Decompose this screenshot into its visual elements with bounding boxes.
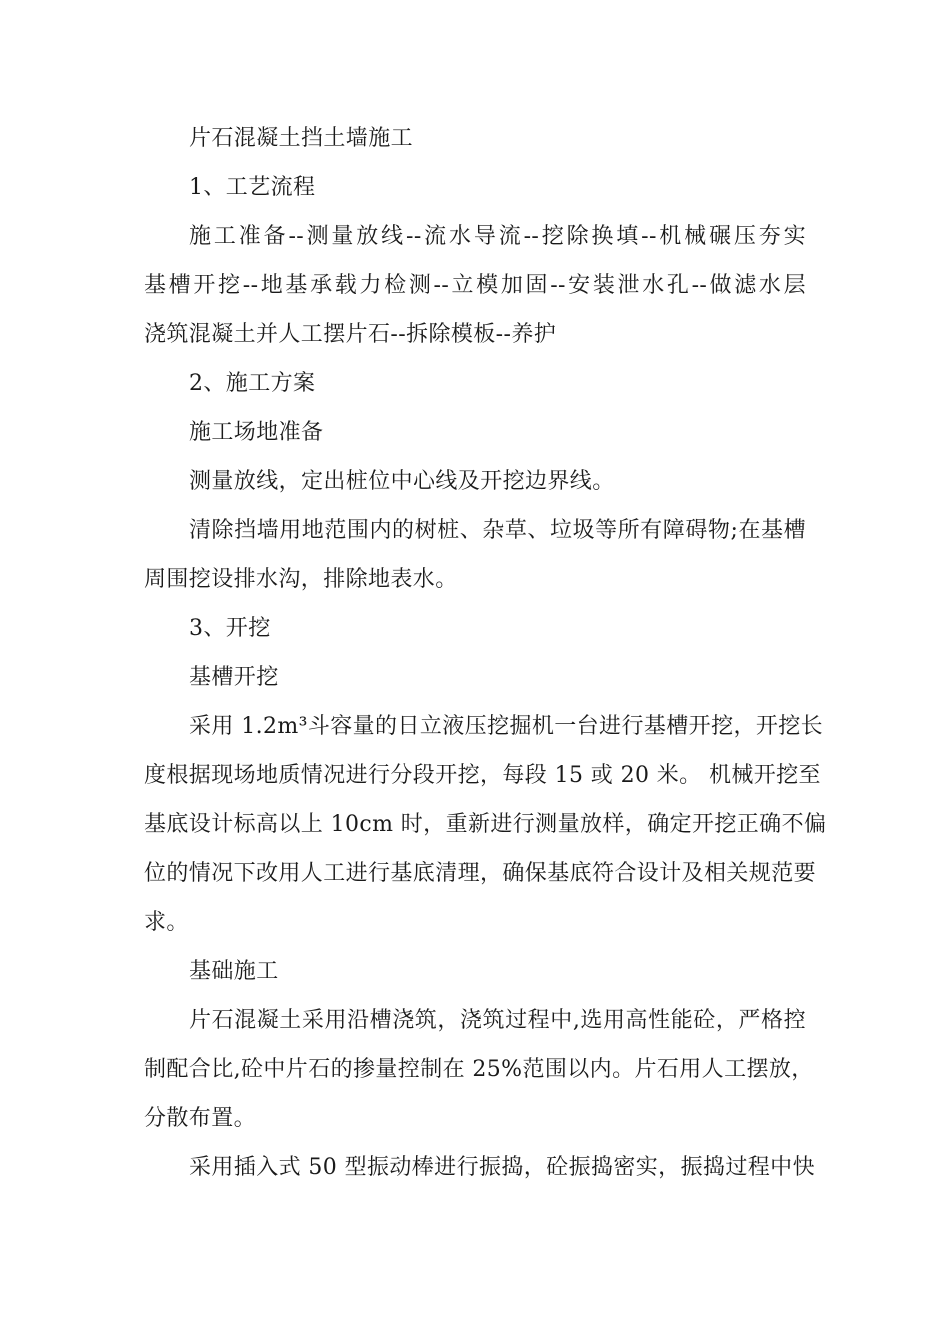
paragraph-line: 周围挖设排水沟，排除地表水。: [144, 567, 458, 592]
heading-line: 3、开挖: [189, 616, 271, 641]
paragraph-line: 基底设计标高以上 10cm 时，重新进行测量放样，确定开挖正确不偏: [144, 812, 827, 837]
paragraph-concrete: [144, 996, 814, 1143]
subheading-foundation: [144, 947, 806, 996]
subheading-site-prep: [144, 408, 806, 457]
paragraph-line: 求。: [144, 910, 189, 935]
paragraph-line: 采用 1.2m³斗容量的日立液压挖掘机一台进行基槽开挖，开挖长: [189, 714, 824, 739]
section-heading-2: [144, 359, 806, 408]
paragraph-clearing: [144, 506, 806, 604]
subheading-line: 基槽开挖: [189, 665, 279, 690]
paragraph-line: 清除挡墙用地范围内的树桩、杂草、垃圾等所有障碍物;在基槽: [189, 518, 806, 543]
paragraph-line: 采用插入式 50 型振动棒进行振捣，砼振捣密实，振捣过程中快: [189, 1155, 815, 1180]
heading-line: 2、施工方案: [189, 371, 316, 396]
subheading-line: 基础施工: [189, 959, 279, 984]
paragraph-line: 基槽开挖--地基承载力检测--立模加固--安装泄水孔--做滤水层: [144, 273, 806, 298]
section-heading-3: [144, 604, 806, 653]
paragraph-excavation: [144, 702, 827, 947]
paragraph-line: 分散布置。: [144, 1106, 257, 1131]
paragraph-line: 度根据现场地质情况进行分段开挖，每段 15 或 20 米。 机械开挖至: [144, 763, 821, 788]
paragraph-line: 片石混凝土采用沿槽浇筑，浇筑过程中,选用高性能砼，严格控: [189, 1008, 806, 1033]
paragraph-vibration: [144, 1143, 815, 1192]
section-heading-1: [144, 163, 806, 212]
document-body: [144, 114, 827, 1192]
paragraph-line: 施工准备--测量放线--流水导流--挖除换填--机械碾压夯实: [189, 224, 806, 249]
paragraph-line: 制配合比,砼中片石的掺量控制在 25%范围以内。片石用人工摆放，: [144, 1057, 814, 1082]
paragraph-process-flow: [144, 212, 806, 359]
paragraph-line: 浇筑混凝土并人工摆片石--拆除模板--养护: [144, 322, 557, 347]
subheading-line: 施工场地准备: [189, 420, 324, 445]
subheading-trench: [144, 653, 806, 702]
paragraph-line: 测量放线，定出桩位中心线及开挖边界线。: [189, 469, 615, 494]
title-line: 片石混凝土挡土墙施工: [189, 126, 414, 151]
document-title: [144, 114, 806, 163]
paragraph-line: 位的情况下改用人工进行基底清理，确保基底符合设计及相关规范要: [144, 861, 817, 886]
heading-line: 1、工艺流程: [189, 175, 316, 200]
paragraph-survey: [144, 457, 806, 506]
